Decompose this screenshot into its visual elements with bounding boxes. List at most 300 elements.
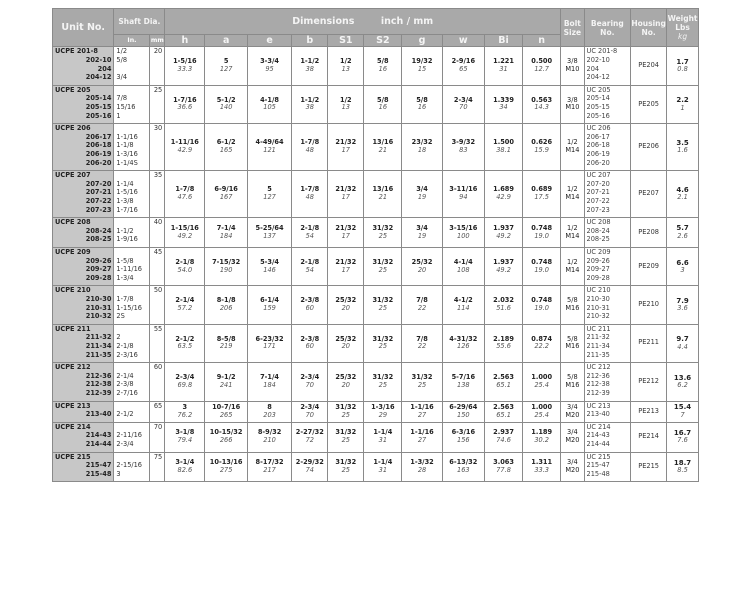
weight-kg: 3.6 — [677, 304, 688, 313]
dim-a-cell — [205, 218, 247, 248]
bearing-no: 207-22 — [586, 196, 610, 205]
bearing-no: UC 214 — [586, 422, 611, 431]
weight-lbs: 4.6 — [676, 186, 689, 195]
dim-n-cell — [523, 47, 561, 85]
dim-b-inch: 1-7/8 — [300, 185, 320, 194]
dim-e-mm: 137 — [263, 231, 276, 240]
dim-s2-inch: 1-1/4 — [373, 428, 393, 437]
dim-s2-cell — [364, 286, 402, 324]
dim-w-mm: 65 — [459, 65, 468, 74]
weight-cell — [667, 47, 699, 85]
shaft-mm: 60 — [150, 363, 165, 401]
dim-s2-inch: 31/32 — [372, 257, 394, 266]
unit-no-cell — [53, 422, 114, 452]
dim-s2-mm: 16 — [378, 103, 388, 112]
bolt-size-metric: M20 — [565, 465, 580, 474]
dim-s2-cell — [364, 401, 402, 422]
weight-cell — [667, 452, 699, 482]
unit-no: 215-47 — [85, 461, 112, 470]
weight-cell — [667, 401, 699, 422]
bolt-size-cell — [561, 85, 584, 123]
unit-no: UCPE 211 — [55, 324, 91, 333]
dim-a-mm: 275 — [219, 465, 233, 474]
dim-s2-inch: 13/16 — [372, 185, 394, 194]
dim-w-inch: 2-9/16 — [451, 57, 476, 66]
spec-table-wrapper — [52, 8, 699, 482]
header-housing-no: Housing No. — [631, 9, 667, 47]
dim-bi-cell — [485, 124, 523, 171]
dim-s1-cell — [328, 85, 364, 123]
dim-s1-cell — [328, 171, 364, 218]
dim-n-inch: 0.748 — [531, 257, 553, 266]
weight-cell — [667, 218, 699, 248]
weight-cell — [667, 85, 699, 123]
dim-g-inch: 3/4 — [416, 223, 428, 232]
dim-e-cell — [247, 286, 291, 324]
shaft-inch: 1/2 — [116, 47, 128, 56]
header-col-w: w — [442, 35, 484, 47]
shaft-mm: 65 — [150, 401, 165, 422]
table-row — [53, 247, 699, 285]
bolt-size-metric: M20 — [565, 436, 580, 445]
shaft-inch: 2-1/2 — [116, 410, 134, 419]
dim-bi-mm: 65.1 — [496, 380, 511, 389]
dim-a-cell — [205, 422, 247, 452]
shaft-inch: 1-3/16 — [116, 149, 138, 158]
dim-bi-cell — [485, 47, 523, 85]
bolt-size-inch: 3/8 — [567, 95, 578, 104]
dim-a-inch: 5-1/2 — [216, 95, 236, 104]
dim-s2-mm: 25 — [378, 265, 388, 274]
table-row — [53, 47, 699, 85]
dim-s1-inch: 1/2 — [340, 57, 352, 66]
bearing-no-cell — [584, 85, 631, 123]
dim-b-inch: 1-1/2 — [300, 57, 320, 66]
header-unit-no: Unit No. — [53, 9, 114, 47]
bolt-size-cell — [561, 286, 584, 324]
bearing-no: 207-21 — [586, 188, 610, 197]
dim-b-cell — [292, 247, 328, 285]
dim-n-inch: 1.311 — [531, 458, 553, 466]
table-row — [53, 286, 699, 324]
bearing-no: 207-20 — [586, 179, 610, 188]
dim-g-mm: 22 — [417, 304, 427, 313]
dim-e-cell — [247, 452, 291, 482]
shaft-inch-cell — [114, 247, 150, 285]
dim-n-cell — [523, 422, 561, 452]
shaft-inch-cell — [114, 422, 150, 452]
shaft-inch: 1 — [116, 111, 121, 120]
weight-kg: 8.5 — [677, 466, 688, 475]
bearing-no: 212-39 — [586, 388, 610, 397]
dim-h-mm: 54.0 — [177, 265, 193, 274]
weight-kg: 1 — [680, 103, 685, 112]
dim-a-inch: 6-9/16 — [214, 185, 238, 194]
header-col-a: a — [205, 35, 247, 47]
dim-w-mm: 126 — [457, 342, 470, 351]
dim-s2-cell — [364, 47, 402, 85]
dim-bi-cell — [485, 324, 523, 362]
dim-s1-mm: 20 — [341, 342, 350, 351]
dim-a-cell — [205, 324, 247, 362]
dim-bi-inch: 1.689 — [493, 185, 514, 194]
dim-n-mm: 25.4 — [534, 380, 549, 389]
bearing-no-cell — [584, 324, 631, 362]
shaft-inch: 3 — [116, 469, 121, 478]
weight-kg: 6.2 — [677, 381, 688, 390]
dim-h-inch: 1-11/16 — [170, 138, 199, 147]
shaft-inch-cell — [114, 401, 150, 422]
dim-e-cell — [247, 47, 291, 85]
dim-h-inch: 2-1/4 — [175, 296, 195, 305]
unit-no: UCPE 215 — [55, 452, 91, 461]
bearing-no: 209-27 — [586, 265, 610, 274]
unit-no: UCPE 212 — [55, 363, 91, 372]
dim-h-mm: 76.2 — [177, 410, 193, 419]
dim-w-cell — [442, 85, 484, 123]
dim-n-inch: 0.874 — [531, 334, 553, 343]
pillow-block-spec-table — [52, 8, 699, 482]
dim-e-cell — [247, 363, 291, 401]
shaft-inch: 2-3/16 — [116, 350, 138, 359]
dim-s1-mm: 17 — [341, 146, 350, 155]
dim-w-mm: 108 — [457, 265, 470, 274]
shaft-inch-cell — [114, 324, 150, 362]
bolt-size-inch: 3/4 — [567, 428, 578, 437]
dim-g-inch: 1-3/32 — [410, 458, 434, 466]
shaft-inch: 1-1/8 — [116, 141, 134, 150]
shaft-mm: 20 — [150, 47, 165, 85]
shaft-mm: 25 — [150, 85, 165, 123]
bolt-size-cell — [561, 218, 584, 248]
unit-no: 206-17 — [85, 132, 112, 141]
dim-h-cell — [165, 247, 205, 285]
dim-e-mm: 105 — [263, 103, 276, 112]
unit-no: 207-20 — [85, 179, 112, 188]
dim-h-inch: 1-5/16 — [173, 57, 197, 66]
dim-s1-mm: 25 — [341, 465, 350, 474]
dim-e-cell — [247, 85, 291, 123]
shaft-inch: 1-7/16 — [116, 205, 138, 214]
housing-no: PE206 — [631, 124, 667, 171]
shaft-inch: 3/4 — [116, 73, 128, 82]
dim-bi-cell — [485, 286, 523, 324]
weight-kg: 7.6 — [677, 436, 688, 445]
bearing-no: 204 — [586, 64, 600, 73]
dim-e-inch: 3-3/4 — [260, 57, 280, 66]
dim-e-mm: 159 — [263, 304, 276, 313]
dim-g-mm: 22 — [417, 342, 427, 351]
unit-no: 204 — [97, 64, 112, 73]
unit-no: 211-34 — [85, 341, 112, 350]
bearing-no-cell — [584, 124, 631, 171]
dim-g-cell — [402, 47, 442, 85]
bearing-no: 210-32 — [586, 312, 610, 321]
unit-no: 213-40 — [85, 410, 112, 419]
unit-no: 212-39 — [85, 388, 112, 397]
bolt-size-inch: 5/8 — [567, 296, 578, 305]
dim-s1-inch: 25/32 — [335, 372, 357, 381]
dim-n-cell — [523, 171, 561, 218]
unit-no-cell — [53, 286, 114, 324]
dim-w-cell — [442, 247, 484, 285]
dim-h-mm: 63.5 — [177, 342, 193, 351]
dim-b-inch: 1-1/2 — [300, 95, 320, 104]
dim-bi-mm: 31 — [499, 65, 508, 74]
dim-bi-mm: 65.1 — [496, 410, 511, 419]
weight-cell — [667, 363, 699, 401]
bearing-no: 205-14 — [586, 94, 610, 103]
dim-w-mm: 114 — [457, 304, 470, 313]
shaft-inch: 1-3/4 — [116, 273, 134, 282]
dim-e-mm: 95 — [265, 65, 274, 74]
dim-g-cell — [402, 363, 442, 401]
dim-s2-mm: 16 — [378, 65, 388, 74]
weight-kg: 0.8 — [677, 65, 688, 74]
shaft-inch — [116, 326, 147, 335]
dim-g-cell — [402, 286, 442, 324]
dim-g-inch: 31/32 — [411, 372, 433, 381]
dim-bi-mm: 77.8 — [496, 465, 511, 474]
bearing-no: 206-18 — [586, 141, 610, 150]
weight-cell — [667, 124, 699, 171]
dim-a-cell — [205, 85, 247, 123]
table-row — [53, 452, 699, 482]
header-dimensions — [165, 9, 561, 35]
unit-no: UCPE 205 — [55, 85, 91, 94]
dim-b-mm: 70 — [305, 380, 314, 389]
dim-n-cell — [523, 324, 561, 362]
dim-s1-mm: 17 — [341, 265, 350, 274]
bolt-size-cell — [561, 47, 584, 85]
dim-w-cell — [442, 286, 484, 324]
dim-h-inch: 1-15/16 — [170, 223, 199, 232]
dim-s2-mm: 25 — [378, 380, 388, 389]
dim-b-cell — [292, 171, 328, 218]
dim-w-inch: 6-29/64 — [449, 402, 478, 411]
dim-n-mm: 30.2 — [534, 436, 549, 445]
dim-w-cell — [442, 401, 484, 422]
bolt-size-metric: M20 — [565, 410, 580, 419]
unit-no: UCPE 208 — [55, 218, 91, 227]
weight-kg: 1.6 — [677, 146, 688, 155]
dim-e-mm: 127 — [263, 193, 276, 202]
dim-s1-inch: 31/32 — [335, 458, 357, 466]
unit-no: UCPE 210 — [55, 286, 91, 295]
dim-s2-inch: 5/8 — [377, 57, 389, 66]
weight-lbs: 18.7 — [673, 458, 692, 467]
dim-b-cell — [292, 85, 328, 123]
dim-h-inch: 1-7/16 — [173, 95, 197, 104]
dim-h-cell — [165, 124, 205, 171]
dim-a-cell — [205, 452, 247, 482]
dim-e-cell — [247, 124, 291, 171]
dim-bi-inch: 2.937 — [493, 428, 514, 437]
dim-w-inch: 3-15/16 — [449, 223, 478, 232]
dim-s1-cell — [328, 452, 364, 482]
dim-a-mm: 266 — [219, 436, 233, 445]
shaft-inch-cell — [114, 286, 150, 324]
weight-lbs: 13.6 — [673, 373, 692, 382]
dim-b-cell — [292, 218, 328, 248]
dim-n-mm: 33.3 — [534, 465, 549, 474]
header-col-n: n — [523, 35, 561, 47]
dim-n-cell — [523, 401, 561, 422]
unit-no: 209-28 — [85, 273, 112, 282]
bolt-size-metric: M16 — [565, 304, 580, 313]
dim-s2-mm: 25 — [378, 231, 388, 240]
dim-w-inch: 4-31/32 — [449, 334, 478, 343]
dim-bi-cell — [485, 247, 523, 285]
dim-e-cell — [247, 247, 291, 285]
weight-lbs: 3.5 — [676, 139, 689, 148]
dim-h-mm: 33.3 — [177, 65, 193, 74]
unit-no-cell — [53, 124, 114, 171]
dim-h-mm: 57.2 — [177, 304, 193, 313]
dim-h-cell — [165, 218, 205, 248]
unit-no: 208-24 — [85, 226, 112, 235]
shaft-inch: 2 — [116, 333, 121, 342]
shaft-inch: 7/8 — [116, 94, 128, 103]
dim-bi-inch: 2.189 — [493, 334, 514, 343]
bearing-no: 209-26 — [586, 256, 610, 265]
bearing-no-cell — [584, 286, 631, 324]
bearing-no: 210-31 — [586, 303, 610, 312]
dim-w-cell — [442, 452, 484, 482]
unit-no-cell — [53, 247, 114, 285]
dim-h-inch: 3-1/4 — [175, 458, 195, 466]
header-bearing-no: Bearing No. — [584, 9, 631, 47]
bolt-size-metric: M14 — [565, 265, 580, 274]
dim-h-cell — [165, 324, 205, 362]
dim-b-inch: 2-27/32 — [295, 428, 324, 437]
dim-b-mm: 38 — [305, 103, 314, 112]
bolt-size-cell — [561, 247, 584, 285]
dim-a-cell — [205, 401, 247, 422]
unit-no-cell — [53, 47, 114, 85]
bearing-no: 206-17 — [586, 132, 610, 141]
dim-s2-inch: 1-3/16 — [371, 402, 395, 411]
dim-a-inch: 10-15/32 — [209, 428, 243, 437]
bearing-no: UC 206 — [586, 124, 611, 133]
unit-no-cell — [53, 324, 114, 362]
weight-kg: 4.4 — [677, 342, 688, 351]
bearing-no: 207-23 — [586, 205, 610, 214]
bolt-size-cell — [561, 422, 584, 452]
dim-bi-inch: 1.221 — [493, 57, 514, 66]
dim-a-cell — [205, 286, 247, 324]
dim-b-cell — [292, 124, 328, 171]
weight-lbs: 9.7 — [676, 335, 689, 344]
dim-n-inch: 0.500 — [531, 57, 553, 66]
shaft-inch: 2-3/8 — [116, 380, 134, 389]
shaft-inch: 1-15/16 — [116, 303, 142, 312]
dim-b-mm: 38 — [305, 65, 314, 74]
shaft-inch-cell — [114, 124, 150, 171]
unit-no: UCPE 206 — [55, 124, 91, 133]
dim-s2-cell — [364, 363, 402, 401]
dim-h-mm: 82.6 — [177, 465, 193, 474]
dim-bi-mm: 49.2 — [496, 265, 511, 274]
dim-g-mm: 18 — [417, 146, 427, 155]
bearing-no: 213-40 — [586, 410, 610, 419]
bearing-no: 204-12 — [586, 73, 610, 82]
dim-g-inch: 25/32 — [411, 257, 433, 266]
shaft-inch: 1-1/16 — [116, 132, 138, 141]
bearing-no-cell — [584, 452, 631, 482]
table-row — [53, 324, 699, 362]
dim-w-inch: 4-1/2 — [453, 296, 473, 305]
header-col-b: b — [292, 35, 328, 47]
weight-lbs: 7.9 — [676, 296, 689, 305]
weight-kg: 3 — [680, 265, 685, 274]
weight-cell — [667, 422, 699, 452]
dim-n-mm: 12.7 — [534, 65, 549, 74]
shaft-inch: 15/16 — [116, 102, 136, 111]
shaft-mm: 55 — [150, 324, 165, 362]
dim-g-cell — [402, 218, 442, 248]
dim-h-inch: 2-1/8 — [175, 257, 195, 266]
shaft-inch: 2S — [116, 312, 125, 321]
dim-bi-inch: 2.032 — [493, 296, 514, 305]
shaft-inch: 5/8 — [116, 55, 128, 64]
shaft-inch: 2-1/8 — [116, 341, 134, 350]
dim-s1-cell — [328, 286, 364, 324]
dim-a-mm: 206 — [219, 304, 233, 313]
dim-a-mm: 190 — [219, 265, 233, 274]
bearing-no: 211-34 — [586, 341, 610, 350]
dim-h-mm: 49.2 — [177, 231, 193, 240]
unit-no: 207-23 — [85, 205, 112, 214]
dim-s2-inch: 31/32 — [372, 223, 394, 232]
dim-s1-mm: 13 — [341, 65, 350, 74]
dim-a-mm: 241 — [219, 380, 233, 389]
bearing-no: 211-32 — [586, 333, 610, 342]
dim-a-mm: 219 — [219, 342, 233, 351]
bearing-no: 208-24 — [586, 226, 610, 235]
dim-h-cell — [165, 47, 205, 85]
dim-w-mm: 100 — [457, 231, 470, 240]
weight-lbs: 2.2 — [676, 96, 689, 105]
bearing-no: 208-25 — [586, 235, 610, 244]
dim-bi-mm: 34 — [499, 103, 508, 112]
bearing-no: UC 207 — [586, 171, 611, 180]
shaft-mm: 50 — [150, 286, 165, 324]
housing-no: PE214 — [631, 422, 667, 452]
bolt-size-cell — [561, 171, 584, 218]
bearing-no-cell — [584, 401, 631, 422]
dim-s1-cell — [328, 218, 364, 248]
bolt-size-metric: M14 — [565, 146, 580, 155]
dim-h-mm: 36.6 — [177, 103, 193, 112]
dim-a-cell — [205, 363, 247, 401]
unit-no: 210-32 — [85, 312, 112, 321]
dim-s1-cell — [328, 47, 364, 85]
dim-a-inch: 7-1/4 — [216, 223, 236, 232]
dim-g-mm: 25 — [417, 380, 427, 389]
dim-a-cell — [205, 124, 247, 171]
dim-g-cell — [402, 422, 442, 452]
dim-s1-cell — [328, 124, 364, 171]
housing-no: PE209 — [631, 247, 667, 285]
unit-no: 206-19 — [85, 149, 112, 158]
dim-a-mm: 184 — [219, 231, 233, 240]
dim-e-mm: 146 — [263, 265, 276, 274]
header-shaft-mm: mm — [150, 35, 165, 47]
dim-n-mm: 15.9 — [534, 146, 549, 155]
dim-n-mm: 17.5 — [534, 193, 549, 202]
dim-h-cell — [165, 422, 205, 452]
